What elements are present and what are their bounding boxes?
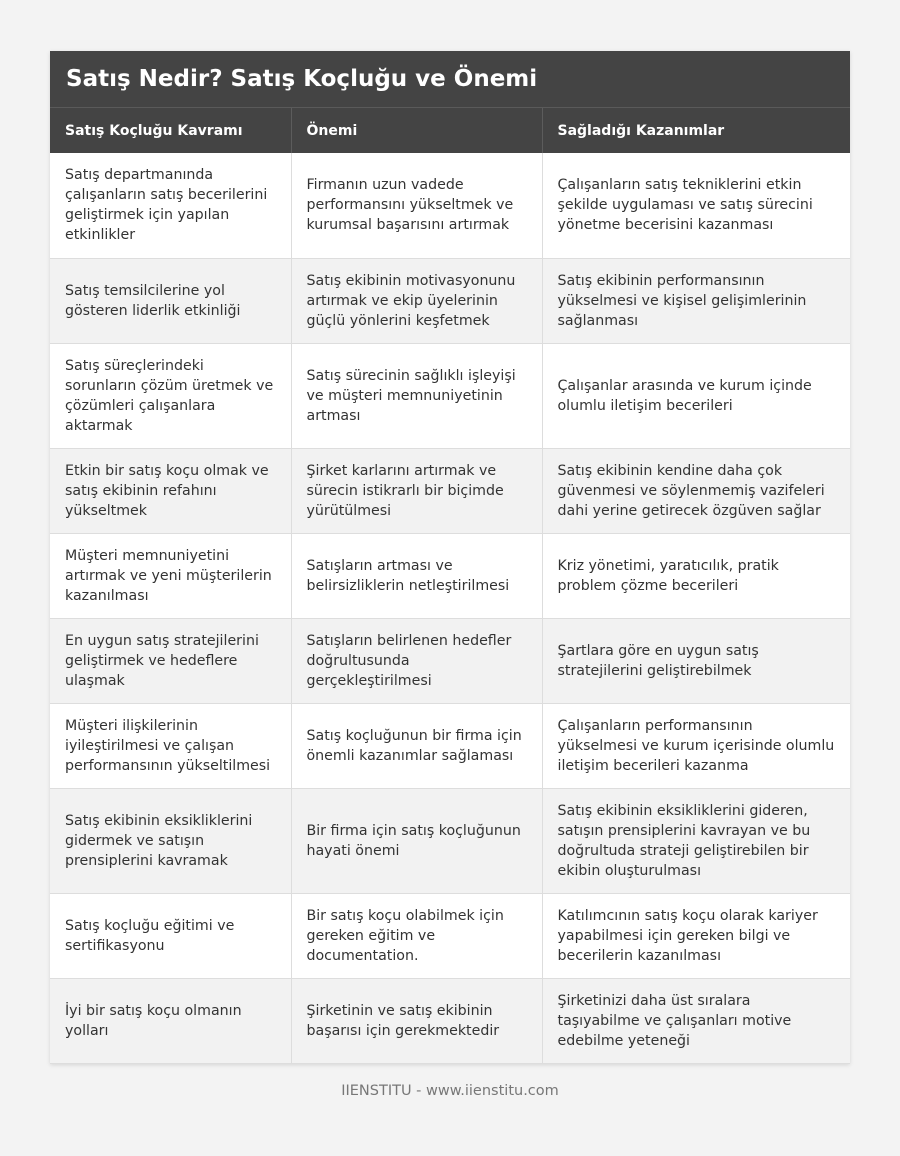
table-cell: Şartlara göre en uygun satış stratejilerini geliştirebilmek [542, 618, 850, 703]
table-cell: Satış ekibinin performansının yükselmesi ve kişisel gelişimlerinin sağlanması [542, 258, 850, 343]
column-header-concept: Satış Koçluğu Kavramı [50, 108, 291, 153]
column-header-benefits: Sağladığı Kazanımlar [542, 108, 850, 153]
table-row [50, 618, 850, 703]
table-cell: Satış ekibinin kendine daha çok güvenmesi ve söylenmemiş vazifeleri dahi yerine getirecek özgüven sağlar [542, 448, 850, 533]
table-cell: Çalışanlar arasında ve kurum içinde olumlu iletişim becerileri [542, 343, 850, 448]
table-cell: Şirketinizi daha üst sıralara taşıyabilme ve çalışanları motive edebilme yeteneği [542, 978, 850, 1063]
table-row [50, 258, 850, 343]
table-cell: Çalışanların performansının yükselmesi ve kurum içerisinde olumlu iletişim becerileri kazanma [542, 703, 850, 788]
table-cell: Çalışanların satış tekniklerini etkin şekilde uygulaması ve satış sürecini yönetme becerisini kazanması [542, 153, 850, 258]
coaching-table [50, 108, 850, 1064]
table-cell: İyi bir satış koçu olmanın yolları [50, 978, 291, 1063]
table-cell: Şirket karlarını artırmak ve sürecin istikrarlı bir biçimde yürütülmesi [291, 448, 542, 533]
table-cell: Satış ekibinin eksikliklerini gidermek ve satışın prensiplerini kavramak [50, 788, 291, 893]
table-cell: Müşteri ilişkilerinin iyileştirilmesi ve çalışan performansının yükseltilmesi [50, 703, 291, 788]
table-card [50, 51, 850, 1064]
table-cell: Satışların artması ve belirsizliklerin netleştirilmesi [291, 533, 542, 618]
table-cell: Satış koçluğu eğitimi ve sertifikasyonu [50, 893, 291, 978]
table-cell: Etkin bir satış koçu olmak ve satış ekibinin refahını yükseltmek [50, 448, 291, 533]
table-header-row [50, 108, 850, 153]
table-cell: Satış departmanında çalışanların satış becerilerini geliştirmek için yapılan etkinlikler [50, 153, 291, 258]
table-cell: En uygun satış stratejilerini geliştirmek ve hedeflere ulaşmak [50, 618, 291, 703]
table-cell: Satışların belirlenen hedefler doğrultusunda gerçekleştirilmesi [291, 618, 542, 703]
table-row [50, 153, 850, 258]
table-row [50, 448, 850, 533]
table-cell: Müşteri memnuniyetini artırmak ve yeni müşterilerin kazanılması [50, 533, 291, 618]
table-cell: Satış süreçlerindeki sorunların çözüm üretmek ve çözümleri çalışanlara aktarmak [50, 343, 291, 448]
table-row [50, 978, 850, 1063]
table-cell: Kriz yönetimi, yaratıcılık, pratik problem çözme becerileri [542, 533, 850, 618]
table-cell: Katılımcının satış koçu olarak kariyer yapabilmesi için gereken bilgi ve becerilerin kazanılması [542, 893, 850, 978]
table-row [50, 533, 850, 618]
table-cell: Satış sürecinin sağlıklı işleyişi ve müşteri memnuniyetinin artması [291, 343, 542, 448]
footer-credit: IIENSTITU - www.iienstitu.com [341, 1083, 559, 1099]
table-cell: Şirketinin ve satış ekibinin başarısı için gerekmektedir [291, 978, 542, 1063]
table-cell: Satış ekibinin motivasyonunu artırmak ve ekip üyelerinin güçlü yönlerini keşfetmek [291, 258, 542, 343]
table-row [50, 703, 850, 788]
table-cell: Firmanın uzun vadede performansını yükseltmek ve kurumsal başarısını artırmak [291, 153, 542, 258]
page-title: Satış Nedir? Satış Koçluğu ve Önemi [50, 51, 850, 108]
table-cell: Satış temsilcilerine yol gösteren liderlik etkinliği [50, 258, 291, 343]
table-cell: Satış koçluğunun bir firma için önemli kazanımlar sağlaması [291, 703, 542, 788]
table-row [50, 343, 850, 448]
table-cell: Bir satış koçu olabilmek için gereken eğitim ve documentation. [291, 893, 542, 978]
table-cell: Bir firma için satış koçluğunun hayati önemi [291, 788, 542, 893]
column-header-importance: Önemi [291, 108, 542, 153]
table-cell: Satış ekibinin eksikliklerini gideren, satışın prensiplerini kavrayan ve bu doğrultuda strateji geliştirebilen bir ekibin oluşturulması [542, 788, 850, 893]
table-row [50, 788, 850, 893]
table-row [50, 893, 850, 978]
